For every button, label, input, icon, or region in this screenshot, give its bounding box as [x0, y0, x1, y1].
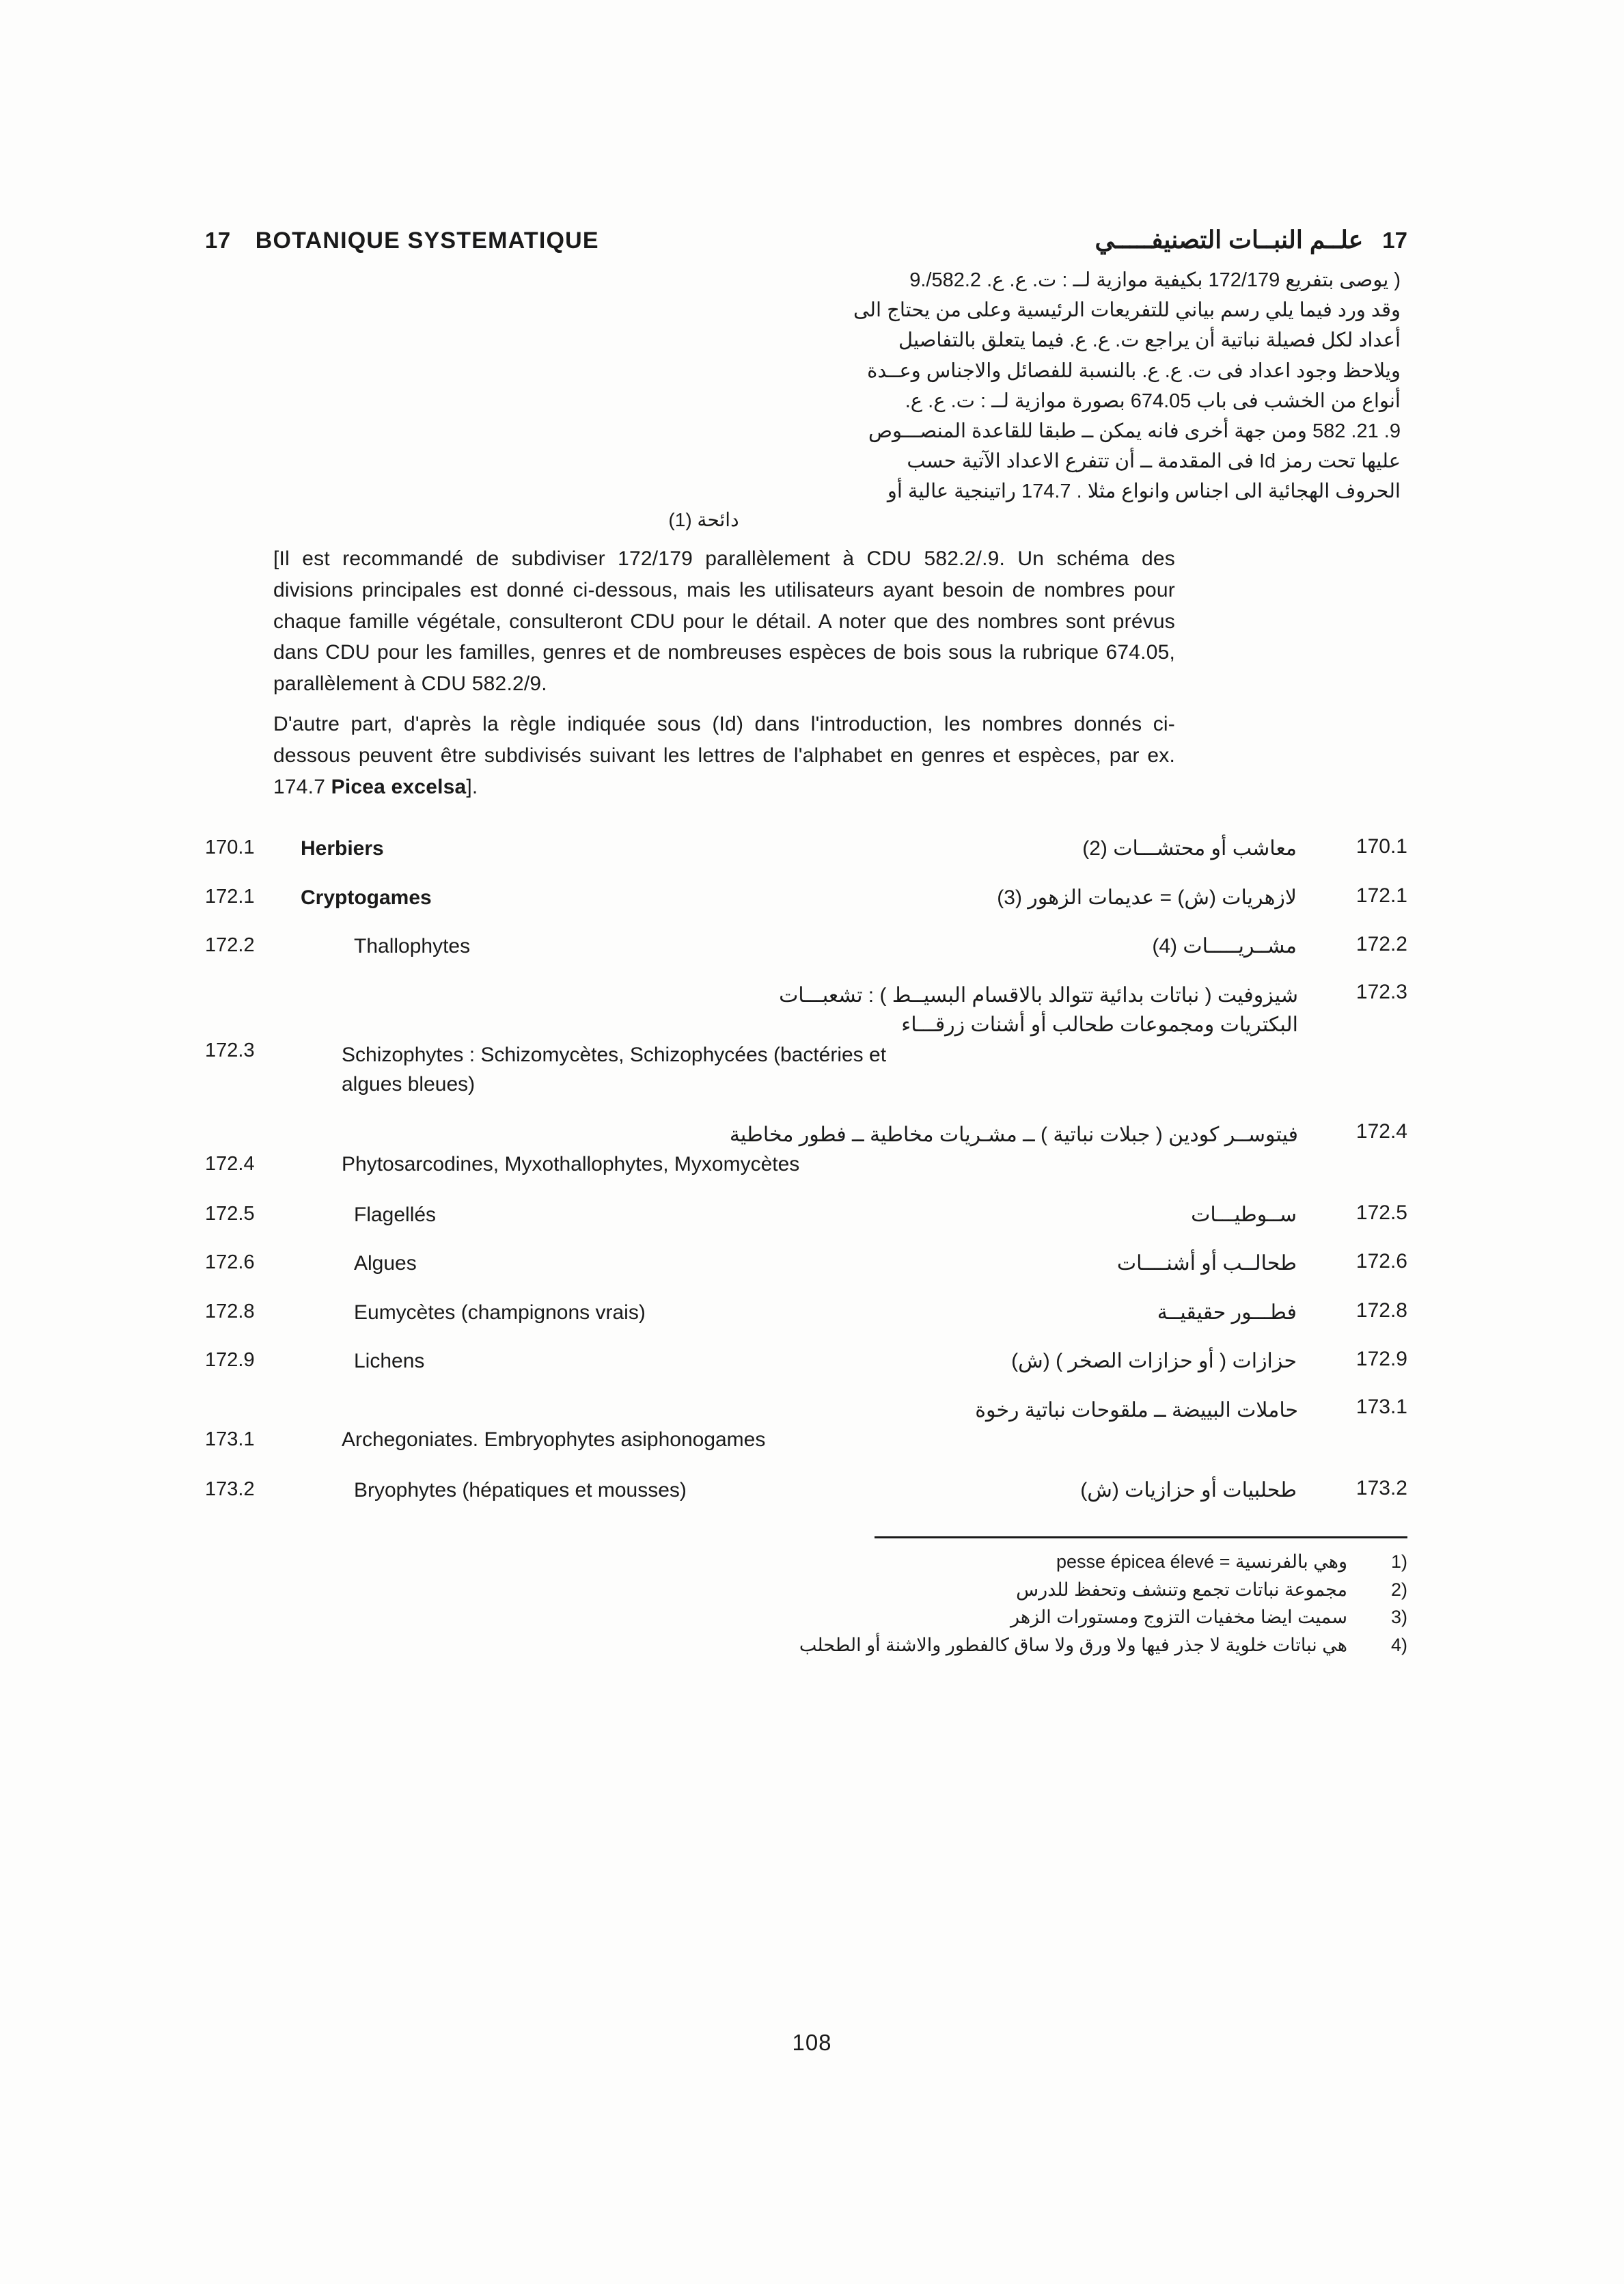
footnote-text: مجموعة نباتات تجمع وتنشف وتحفظ للدرس — [1016, 1579, 1347, 1600]
entry-172-6 — [205, 1249, 1407, 1279]
entry-172-8 — [205, 1298, 1407, 1328]
footnote-text: سميت ايضا مخفيات التزوج ومستورات الزهر — [1010, 1607, 1347, 1628]
entry-number-right: 172.3 — [1355, 980, 1407, 1003]
arabic-intro-line: أنواع من الخشب فى باب 674.05 بصورة موازية لــ : ت. ع. ع. — [905, 390, 1401, 412]
footnote-text: وهي بالفرنسية = pesse épicea élevé — [1056, 1551, 1347, 1573]
entry-172-1 — [205, 883, 1407, 913]
entry-label-french: Bryophytes (hépatiques et mousses) — [354, 1478, 687, 1501]
arabic-intro-line: عليها تحت رمز Id فى المقدمة ــ أن تتفرع الاعداد الآتية حسب — [907, 450, 1401, 473]
entry-label-french-line-1: Archegoniates. Embryophytes asiphonogames — [342, 1428, 766, 1452]
classification-entries — [205, 834, 1407, 1505]
entry-173-2 — [205, 1476, 1407, 1506]
entry-label-arabic: طحلبيات أو حزازيات (ش) — [1080, 1478, 1297, 1501]
footnote-separator — [875, 1536, 1407, 1538]
footnote-item — [205, 1576, 1407, 1604]
footnote-item — [205, 1548, 1407, 1576]
arabic-introduction — [205, 267, 1407, 506]
french-intro-p2-post: ]. — [466, 775, 478, 798]
entry-number-left: 172.4 — [205, 1152, 255, 1175]
header-right — [1095, 226, 1407, 254]
entry-label-arabic: فطـــور حقيقيــة — [1157, 1301, 1297, 1324]
entry-label-arabic-line-1: حاملات البييضة ــ ملقوحات نباتية رخوة — [975, 1398, 1298, 1422]
entry-label-french: Algues — [354, 1252, 417, 1275]
french-intro-paragraph-2 — [273, 709, 1175, 802]
entry-label-french-line-1: Schizophytes : Schizomycètes, Schizophycées (bactéries et — [342, 1043, 887, 1066]
entry-172-2 — [205, 932, 1407, 962]
entry-170-1 — [205, 834, 1407, 864]
arabic-intro-line: ويلاحظ وجود اعداد فى ت. ع. ع. بالنسبة للفصائل والاجناس وعــدة — [867, 359, 1401, 382]
header-left — [205, 228, 599, 254]
entry-number-right: 172.5 — [1355, 1201, 1407, 1224]
french-intro-p2-species: Picea excelsa — [331, 775, 467, 798]
entry-173-1 — [205, 1396, 1407, 1455]
entry-number-right: 172.2 — [1355, 933, 1407, 956]
entry-number-right: 173.1 — [1355, 1395, 1407, 1418]
arabic-intro-line: أعداد لكل فصيلة نباتية أن يراجع ت. ع. ع. فيما يتعلق بالتفاصيل — [898, 329, 1401, 352]
entry-number-right: 172.9 — [1355, 1348, 1407, 1371]
entry-label-arabic-line-2: البكتريات ومجموعات طحالب أو أشنات زرقـــاء — [901, 1014, 1298, 1037]
footnote-item — [205, 1631, 1407, 1659]
arabic-intro-footnote-ref: دائحة (1) — [668, 509, 739, 531]
entry-label-french-line-2: algues bleues) — [342, 1073, 476, 1096]
entry-label-french: Cryptogames — [301, 886, 432, 909]
entry-number-left: 172.6 — [205, 1251, 255, 1274]
entry-number-right: 173.2 — [1355, 1476, 1407, 1499]
arabic-intro-line: 9. 21. 582 ومن جهة أخرى فانه يمكن ــ طبقا للقاعدة المنصـــوص — [868, 420, 1401, 442]
header-section-number: 17 — [205, 228, 231, 253]
entry-label-french: Lichens — [354, 1350, 425, 1373]
french-introduction — [273, 543, 1175, 802]
entry-172-4 — [205, 1120, 1407, 1180]
entry-label-arabic-line-1: فيتوســر كودين ( جبلات نباتية ) ــ مشـريات مخاطية ــ فطور مخاطية — [729, 1123, 1298, 1146]
header-title-arabic: علــم النبــات التصنيفـــــي — [1095, 226, 1364, 254]
page-header — [205, 226, 1407, 254]
arabic-intro-line: ( يوصى بتفريع 172/179 بكيفية موازية لــ : ت. ع. ع. 582.2/.9 — [909, 269, 1401, 291]
entry-label-french-line-1: Phytosarcodines, Myxothallophytes, Myxomycètes — [342, 1153, 800, 1176]
entry-172-3 — [205, 981, 1407, 1100]
footnote-text: هي نباتات خلوية لا جذر فيها ولا ورق ولا ساق كالفطور والاشنة أو الطحلب — [799, 1634, 1347, 1655]
footnote-marker: (4 — [1390, 1634, 1407, 1655]
footnote-marker: (3 — [1390, 1607, 1407, 1628]
entry-172-9 — [205, 1346, 1407, 1376]
entry-number-right: 172.6 — [1355, 1250, 1407, 1273]
arabic-intro-line: الحروف الهجائية الى اجناس وانواع مثلا . 174.7 راتينجية عالية أو — [887, 480, 1401, 503]
entry-number-left: 170.1 — [205, 837, 255, 859]
entry-number-left: 173.2 — [205, 1478, 255, 1500]
header-section-number-arabic: 17 — [1382, 228, 1407, 253]
entry-label-arabic: مشــريـــــات (4) — [1152, 935, 1297, 958]
entry-number-right: 172.4 — [1355, 1119, 1407, 1143]
footnote-marker: (2 — [1390, 1579, 1407, 1600]
entry-label-french: Thallophytes — [354, 935, 471, 958]
footnotes — [205, 1548, 1407, 1659]
page-content — [205, 226, 1407, 1659]
entry-number-right: 172.8 — [1355, 1299, 1407, 1322]
header-title-french: BOTANIQUE SYSTEMATIQUE — [255, 228, 599, 254]
entry-number-left: 173.1 — [205, 1428, 255, 1450]
entry-number-left: 172.2 — [205, 934, 255, 957]
entry-number-left: 172.3 — [205, 1039, 255, 1061]
page-number: 108 — [792, 2030, 832, 2055]
entry-172-5 — [205, 1200, 1407, 1230]
french-intro-paragraph-1: [Il est recommandé de subdiviser 172/179 parallèlement à CDU 582.2/.9. Un schéma des divisions principales est donné ci-dessous, mais les utilisateurs ayant besoin de nombres pour chaque famille végétale, consulteront CDU pour le détail. A noter que des nombres sont prévus dans CDU pour les familles, genres et de nombreuses espèces de bois sous la rubrique 674.05, parallèlement à CDU 582.2/9. — [273, 547, 1175, 695]
entry-label-arabic: حزازات ( أو حزازات الصخر ) (ش) — [1011, 1350, 1297, 1373]
entry-number-right: 172.1 — [1355, 884, 1407, 907]
entry-label-french: Herbiers — [301, 837, 384, 860]
arabic-intro-line: وقد ورد فيما يلي رسم بياني للتفريعات الرئيسية وعلى من يحتاج الى — [853, 299, 1401, 322]
entry-label-arabic: معاشب أو محتشـــات (2) — [1082, 837, 1297, 860]
entry-label-arabic: لازهريات (ش) = عديمات الزهور (3) — [997, 886, 1297, 909]
entry-number-left: 172.8 — [205, 1300, 255, 1322]
entry-number-right: 170.1 — [1355, 835, 1407, 858]
entry-number-left: 172.9 — [205, 1349, 255, 1372]
entry-label-arabic: ســوطيـــات — [1191, 1203, 1297, 1226]
footnote-marker: (1 — [1390, 1551, 1407, 1573]
french-intro-p2-pre: D'autre part, d'après la règle indiquée sous (Id) dans l'introduction, les nombres donnés ci-dessous peuvent être subdivisés suivant les lettres de l'alphabet en genres et espèces, par ex. 174.7 — [273, 713, 1175, 798]
entry-label-french: Eumycètes (champignons vrais) — [354, 1301, 646, 1324]
footnote-item — [205, 1603, 1407, 1631]
entry-label-arabic: طحالــب أو أشنــــات — [1116, 1252, 1297, 1275]
entry-label-arabic-line-1: شيزوفيت ( نباتات بدائية تتوالد بالاقسام البسيــط ) : تشعبـــات — [779, 983, 1298, 1007]
entry-number-left: 172.1 — [205, 885, 255, 908]
entry-label-french: Flagellés — [354, 1203, 437, 1226]
entry-number-left: 172.5 — [205, 1202, 255, 1225]
